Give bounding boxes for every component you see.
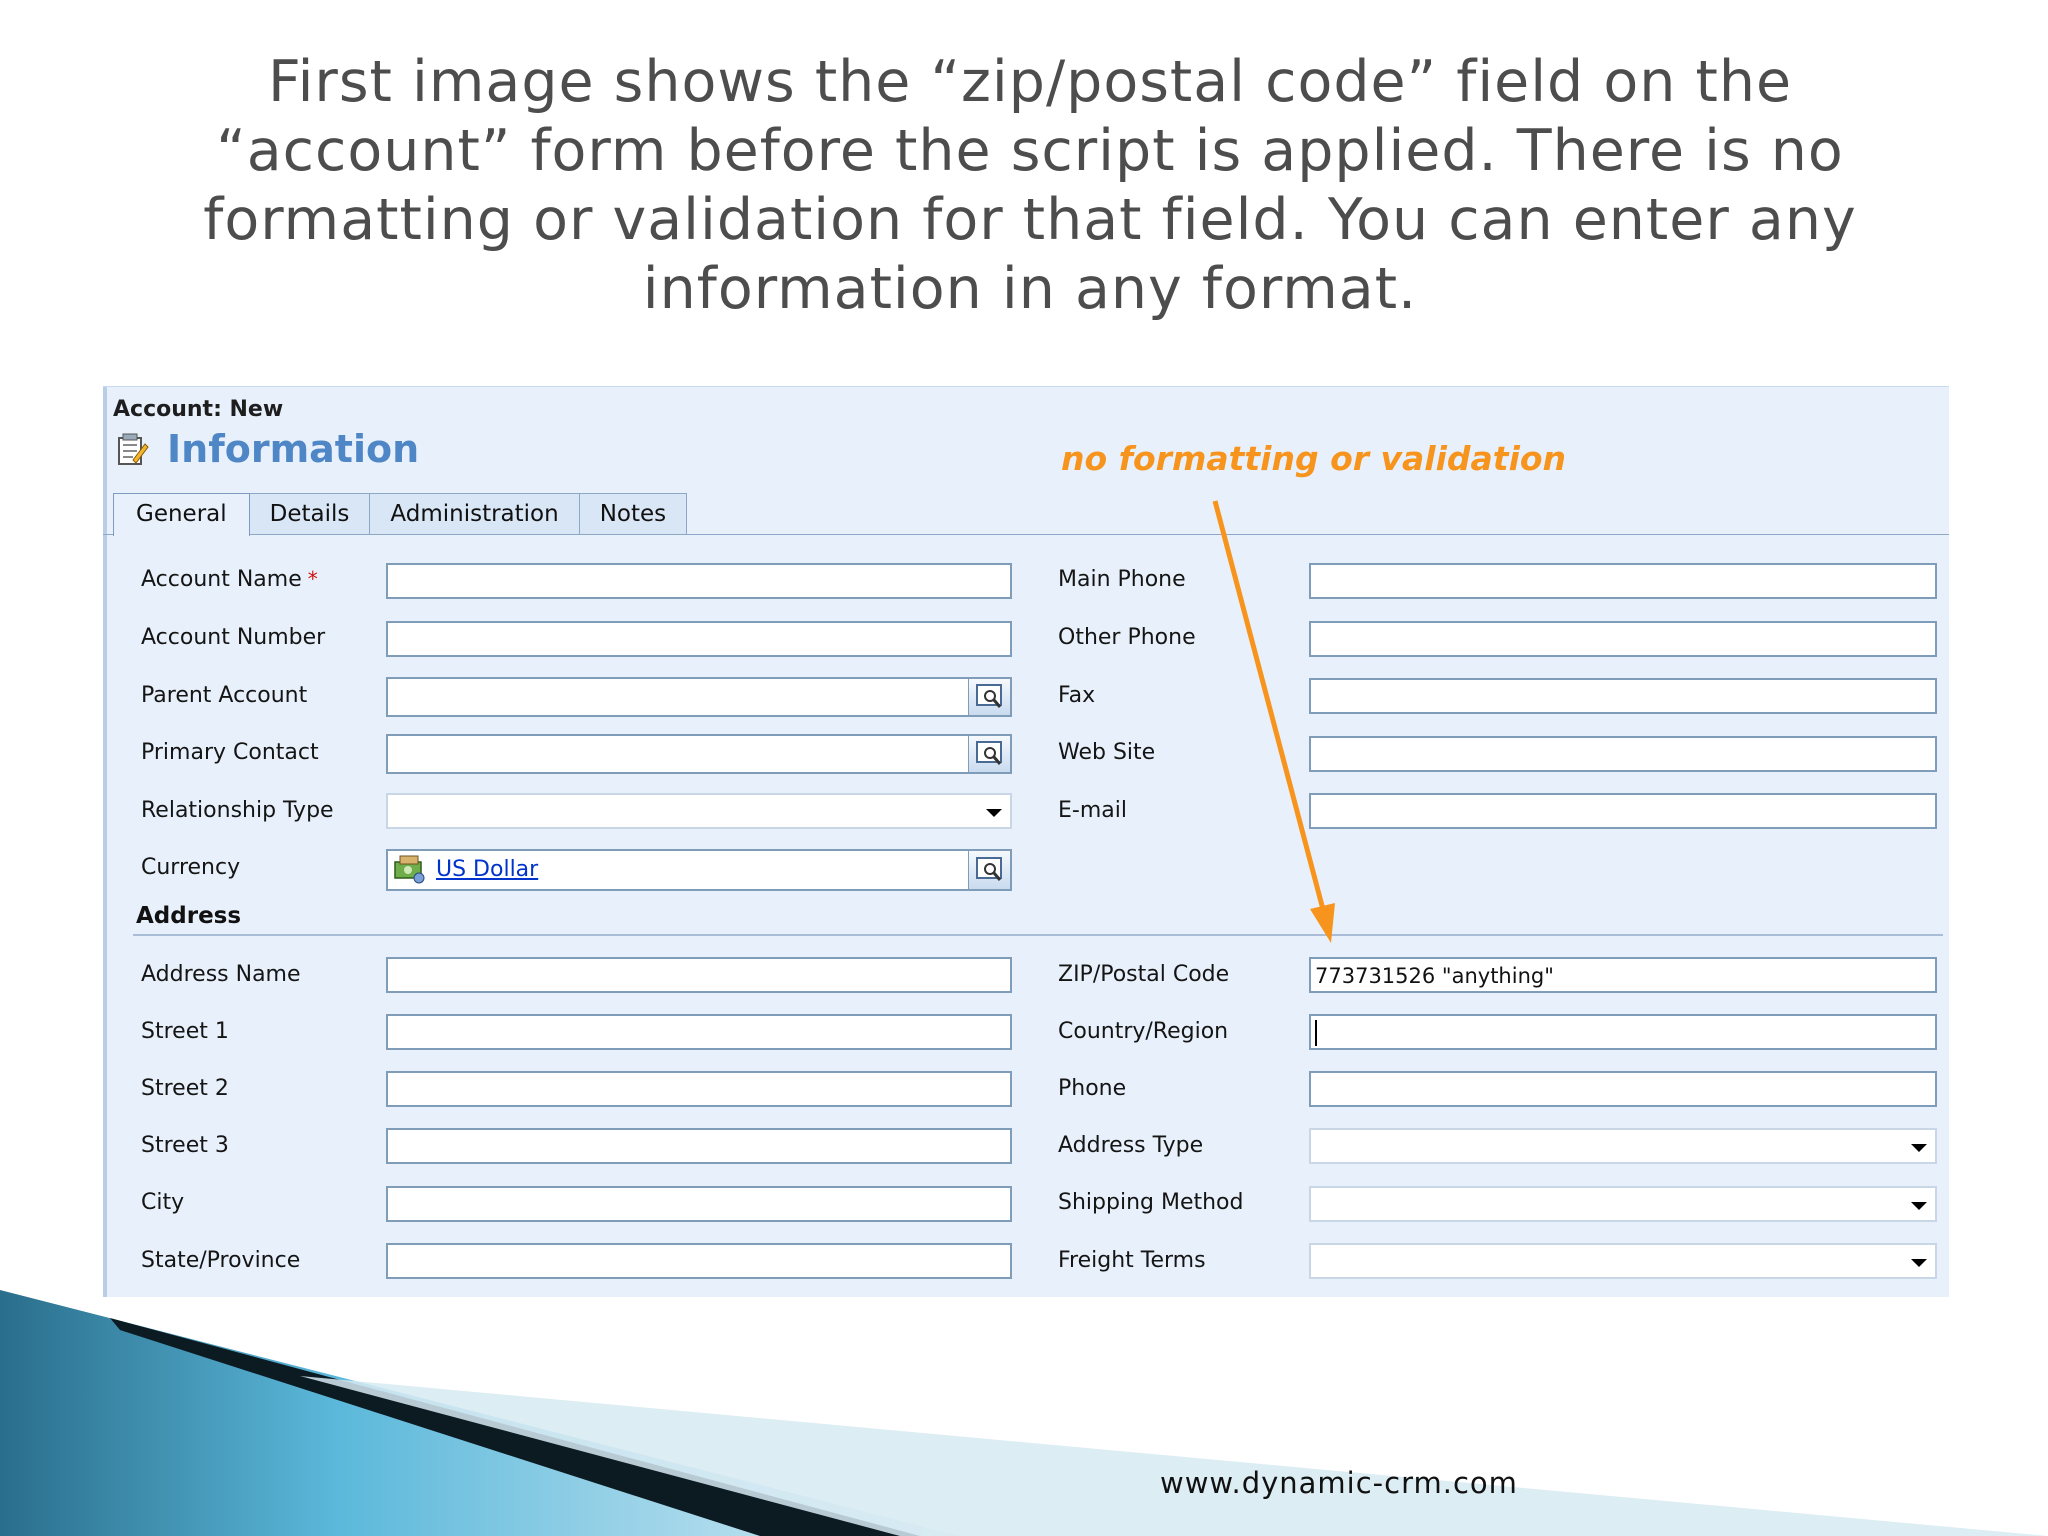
currency-label: Currency (141, 855, 241, 880)
tab-administration[interactable]: Administration (369, 493, 579, 534)
annotation-arrow (103, 387, 1949, 1297)
decorative-wedge (0, 1290, 2048, 1536)
annotation-label: no formatting or validation (1061, 439, 1567, 478)
address-type-label: Address Type (1058, 1133, 1204, 1158)
form-subtitle: Account: New (113, 397, 284, 422)
relationship-type-label: Relationship Type (141, 798, 334, 823)
zip-postal-code-value: 773731526 "anything" (1315, 964, 1554, 988)
street2-label: Street 2 (141, 1076, 229, 1101)
shipping-method-label: Shipping Method (1058, 1190, 1244, 1215)
tab-notes[interactable]: Notes (579, 493, 687, 534)
city-label: City (141, 1190, 185, 1215)
address-name-label: Address Name (141, 962, 301, 987)
parent-account-label: Parent Account (141, 683, 308, 708)
state-province-label: State/Province (141, 1248, 301, 1273)
currency-link[interactable]: US Dollar (436, 856, 539, 882)
tab-general[interactable]: General (113, 493, 250, 536)
street3-label: Street 3 (141, 1133, 229, 1158)
fax-label: Fax (1058, 683, 1096, 708)
slide-title: First image shows the “zip/postal code” field on the “account” form before the script is applied. There is no formatting or validation for that field. You can enter any information in any format. (203, 49, 1857, 322)
tab-details[interactable]: Details (249, 493, 371, 534)
account-name-label: Account Name * (141, 567, 318, 592)
primary-contact-label: Primary Contact (141, 740, 319, 765)
country-region-label: Country/Region (1058, 1019, 1229, 1044)
zip-postal-code-label: ZIP/Postal Code (1058, 962, 1230, 987)
other-phone-label: Other Phone (1058, 625, 1196, 650)
address-section-title: Address (136, 903, 242, 929)
email-label: E-mail (1058, 798, 1127, 823)
street1-label: Street 1 (141, 1019, 229, 1044)
freight-terms-label: Freight Terms (1058, 1248, 1206, 1273)
footer-url: www.dynamic-crm.com (1160, 1466, 1518, 1500)
main-phone-label: Main Phone (1058, 567, 1186, 592)
account-number-label: Account Number (141, 625, 326, 650)
web-site-label: Web Site (1058, 740, 1156, 765)
crm-account-form (103, 386, 1949, 1297)
required-asterisk: * (307, 567, 318, 591)
phone-label: Phone (1058, 1076, 1127, 1101)
form-header-title: Information (167, 427, 420, 471)
